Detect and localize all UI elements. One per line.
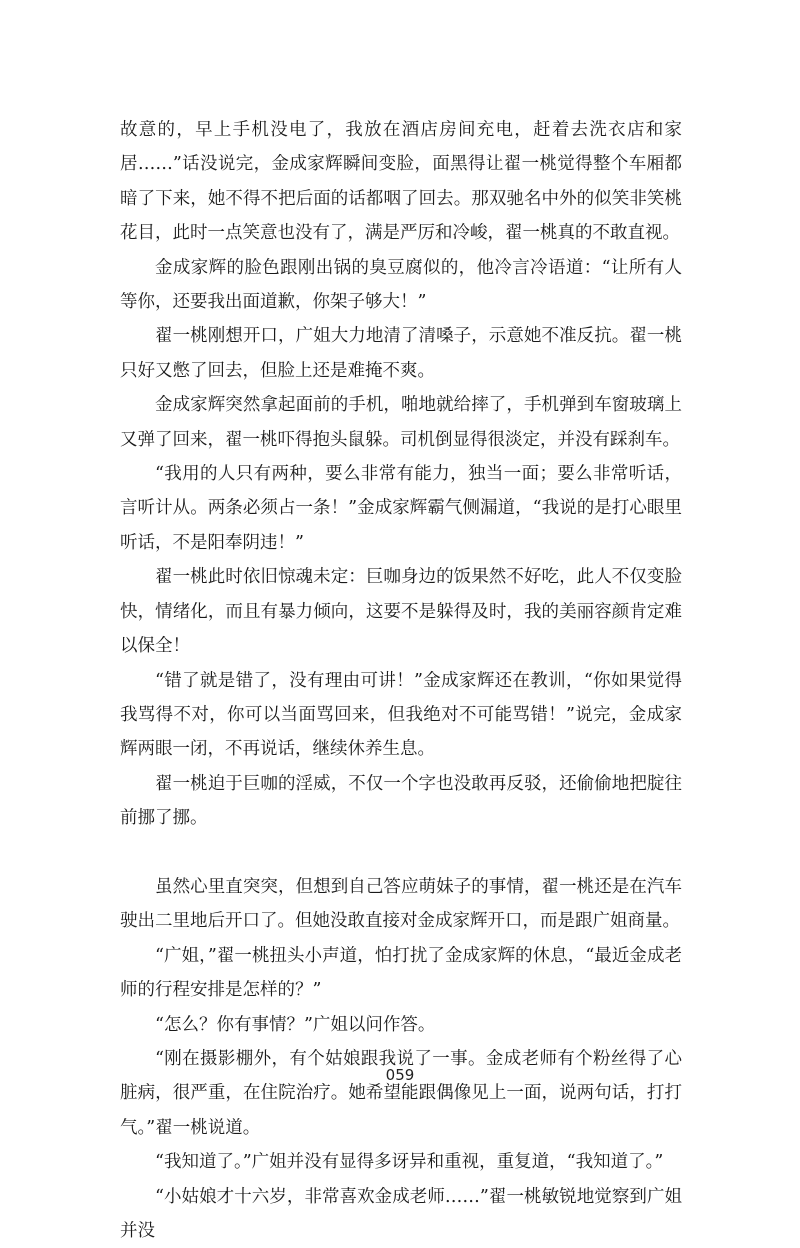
- paragraph: 金成家辉突然拿起面前的手机，啪地就给摔了，手机弹到车窗玻璃上又弹了回来，翟一桃吓得抱头鼠躲。司机倒显得很淡定，并没有踩刹车。: [120, 395, 682, 450]
- page-number: 059: [385, 1066, 415, 1084]
- paragraph: 翟一桃此时依旧惊魂未定：巨咖身边的饭果然不好吃，此人不仅变脸快，情绪化，而且有暴力倾向，这要不是躲得及时，我的美丽容颜肯定难以保全！: [120, 567, 682, 657]
- paragraph: “小姑娘才十六岁，非常喜欢金成老师……”翟一桃敏锐地觉察到广姐并没: [120, 1186, 682, 1241]
- paragraph: “我用的人只有两种，要么非常有能力，独当一面；要么非常听话，言听计从。两条必须占一条！”金成家辉霸气侧漏道，“我说的是打心眼里听话，不是阳奉阴违！”: [120, 464, 682, 553]
- paragraph: 虽然心里直突突，但想到自己答应萌妹子的事情，翟一桃还是在汽车驶出二里地后开口了。但她没敢直接对金成家辉开口，而是跟广姐商量。: [120, 876, 682, 932]
- paragraph: “我知道了。”广姐并没有显得多讶异和重视，重复道，“我知道了。”: [155, 1152, 664, 1173]
- paragraph: “怎么？你有事情？”广姐以问作答。: [155, 1014, 436, 1035]
- paragraph: 翟一桃刚想开口，广姐大力地清了清嗓子，示意她不准反抗。翟一桃只好又憋了回去，但脸上还是难掩不爽。: [120, 326, 682, 381]
- paragraph: 金成家辉的脸色跟刚出锅的臭豆腐似的，他冷言冷语道：“让所有人等你，还要我出面道歉，你架子够大！”: [120, 257, 682, 313]
- section-break: [120, 836, 682, 870]
- paragraph: “广姐，”翟一桃扭头小声道，怕打扰了金成家辉的休息，“最近金成老师的行程安排是怎样的？”: [120, 945, 682, 1001]
- paragraph: 翟一桃迫于巨咖的淫威，不仅一个字也没敢再反驳，还偷偷地把腚往前挪了挪。: [120, 773, 682, 829]
- paragraph: “刚在摄影棚外，有个姑娘跟我说了一事。金成老师有个粉丝得了心脏病，很严重，在住院治疗。她希望能跟偶像见上一面，说两句话，打打气。”翟一桃说道。: [120, 1048, 682, 1138]
- paragraph: “错了就是错了，没有理由可讲！”金成家辉还在教训，“你如果觉得我骂得不对，你可以当面骂回来，但我绝对不可能骂错！”说完，金成家辉两眼一闭，不再说话，继续休养生息。: [120, 670, 682, 760]
- paragraph: 故意的，早上手机没电了，我放在酒店房间充电，赶着去洗衣店和家居……”话没说完，金成家辉瞬间变脸，面黑得让翟一桃觉得整个车厢都暗了下来，她不得不把后面的话都咽了回去。那双驰名中外的似笑非笑桃花目，此时一点笑意也没有了，满是严厉和冷峻，翟一桃真的不敢直视。: [120, 120, 682, 244]
